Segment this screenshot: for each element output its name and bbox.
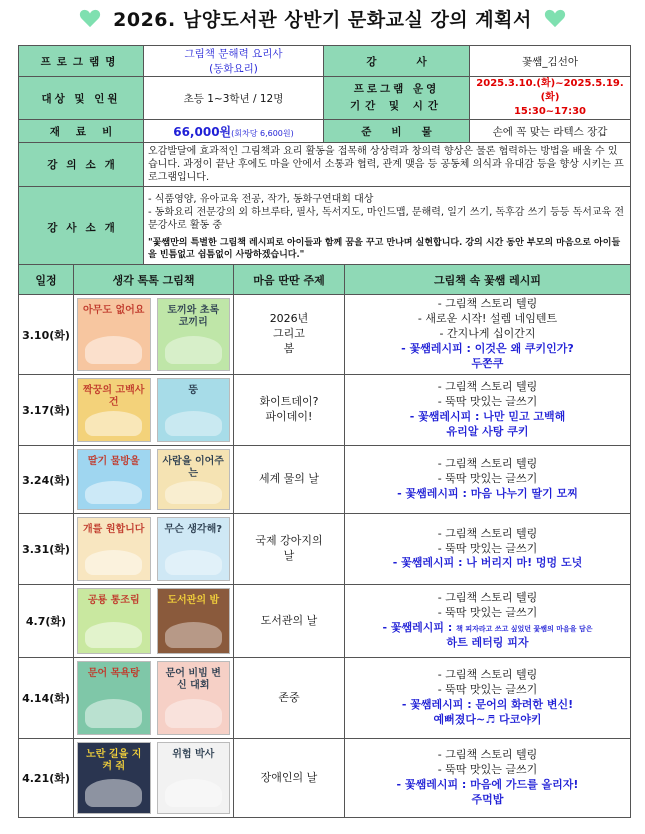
intro-text: 오감발달에 효과적인 그림책과 요리 활동을 접목해 상상력과 창의력 향상은 물론 협력하는 방법을 배울 수 있습니다. 과정이 끝난 후에도 마을 안에서 소통과 협력, 관계 맺음 등 공동체 의식과 유대감 등을 향상 시키는 프로그램입니다. — [144, 143, 631, 187]
table-row — [19, 585, 631, 658]
info-table — [18, 45, 631, 269]
target-label: 대상 및 인원 — [19, 77, 144, 120]
schedule-theme: 화이트데이? 파이데이! — [234, 375, 345, 446]
lecturer-value: 꽃쌤_김선아 — [470, 46, 631, 77]
schedule-recipe: - 그림책 스토리 텔링 - 뚝딱 맛있는 글쓰기 - 꽃쌤레시피 : 마음에 가드를 올리자! 주먹밥 — [345, 739, 631, 818]
schedule-date: 3.24(화) — [19, 446, 74, 514]
book-cover: 공룡 통조림 — [77, 588, 151, 654]
book-covers — [74, 658, 234, 739]
period-label: 프로그램 운영 기간 및 시간 — [324, 77, 470, 120]
table-row — [19, 514, 631, 585]
book-cover: 뚱 — [157, 378, 231, 442]
schedule-date: 4.14(화) — [19, 658, 74, 739]
intro-label: 강의소개 — [19, 143, 144, 187]
table-row — [19, 446, 631, 514]
heart-icon — [79, 8, 101, 28]
target-value: 초등 1~3학년 / 12명 — [144, 77, 324, 120]
schedule-header-theme: 마음 딴딴 주제 — [234, 265, 345, 295]
schedule-theme: 장애인의 날 — [234, 739, 345, 818]
schedule-recipe: - 그림책 스토리 텔링 - 뚝딱 맛있는 글쓰기 - 꽃쌤레시피 : 나만 믿고 고백해 유리알 사탕 쿠키 — [345, 375, 631, 446]
schedule-theme: 존중 — [234, 658, 345, 739]
book-cover: 짝꿍의 고백사건 — [77, 378, 151, 442]
schedule-date: 3.17(화) — [19, 375, 74, 446]
schedule-theme: 2026년 그리고 봄 — [234, 295, 345, 375]
book-covers — [74, 295, 234, 375]
schedule-recipe: - 그림책 스토리 텔링 - 뚝딱 맛있는 글쓰기 - 꽃쌤레시피 : 나 버리지 마! 멍멍 도넛 — [345, 514, 631, 585]
material-value: 66,000원(회차당 6,600원) — [144, 120, 324, 143]
schedule-recipe: - 그림책 스토리 텔링 - 뚝딱 맛있는 글쓰기 - 꽃쌤레시피 : 문어의 화려한 변신! 예뻐졌다~♬ 다코야키 — [345, 658, 631, 739]
book-cover: 사람을 이어주는 — [157, 449, 231, 510]
book-covers — [74, 375, 234, 446]
book-cover: 노란 길을 지켜 줘 — [77, 742, 151, 814]
book-cover: 도서관의 밤 — [157, 588, 231, 654]
schedule-theme: 도서관의 날 — [234, 585, 345, 658]
table-row — [19, 295, 631, 375]
book-cover: 위험 박사 — [157, 742, 231, 814]
material-label: 재료비 — [19, 120, 144, 143]
schedule-date: 4.21(화) — [19, 739, 74, 818]
page-title: 2026. 남양도서관 상반기 문화교실 강의 계획서 — [113, 8, 532, 31]
table-row — [19, 375, 631, 446]
book-covers — [74, 514, 234, 585]
schedule-table — [18, 264, 631, 818]
book-cover: 딸기 물방울 — [77, 449, 151, 510]
schedule-recipe: - 그림책 스토리 텔링 - 새로운 시작! 설렘 네임텐트 - 간지나게 십이간지 - 꽃쌤레시피 : 이것은 왜 쿠키인가? 두쫀쿠 — [345, 295, 631, 375]
lecturer-label: 강사 — [324, 46, 470, 77]
teacher-label: 강사소개 — [19, 187, 144, 269]
book-covers — [74, 446, 234, 514]
book-cover: 개를 원합니다 — [77, 517, 151, 581]
book-covers — [74, 739, 234, 818]
period-value: 2025.3.10.(화)~2025.5.19.(화) 15:30~17:30 — [470, 77, 631, 120]
prep-value: 손에 꼭 맞는 라텍스 장갑 — [470, 120, 631, 143]
title-row — [0, 0, 645, 36]
schedule-date: 3.31(화) — [19, 514, 74, 585]
book-cover: 문어 목욕탕 — [77, 661, 151, 735]
schedule-theme: 세계 물의 날 — [234, 446, 345, 514]
schedule-recipe: - 그림책 스토리 텔링 - 뚝딱 맛있는 글쓰기 - 꽃쌤레시피 : 책 피자라고 쓰고 싶었던 꽃쌤의 마음을 담은 하트 레터링 피자 — [345, 585, 631, 658]
schedule-date: 3.10(화) — [19, 295, 74, 375]
program-label: 프로그램명 — [19, 46, 144, 77]
book-cover: 문어 비빔 변신 대회 — [157, 661, 231, 735]
schedule-header-recipe: 그림책 속 꽃쌤 레시피 — [345, 265, 631, 295]
book-covers — [74, 585, 234, 658]
schedule-header-date: 일정 — [19, 265, 74, 295]
heart-icon — [544, 8, 566, 28]
book-cover: 아무도 없어요 — [77, 298, 151, 371]
schedule-header-books: 생각 톡톡 그림책 — [74, 265, 234, 295]
table-row — [19, 739, 631, 818]
book-cover: 토끼와 초록 코끼리 — [157, 298, 231, 371]
schedule-date: 4.7(화) — [19, 585, 74, 658]
prep-label: 준비물 — [324, 120, 470, 143]
book-cover: 무슨 생각해? — [157, 517, 231, 581]
schedule-theme: 국제 강아지의 날 — [234, 514, 345, 585]
program-name: 그림책 문해력 요리사 (동화요리) — [144, 46, 324, 77]
teacher-text: - 식품영양, 유아교육 전공, 작가, 동화구연대회 대상 - 동화요리 전문강의 외 하브루타, 필사, 독서지도, 마인드맵, 문해력, 일기 쓰기, 독후감 쓰기 등등 독서교육 전문강사로 활동 중 "꽃쌤만의 특별한 그림책 레시피로 아이들과 함께 꿈을 꾸고 만나며 실현합니다. 강의 시간 동안 부모의 마음으로 아이들을 빈틈없고 쉼틈없이 사랑하겠습니다." — [144, 187, 631, 269]
table-row — [19, 658, 631, 739]
schedule-recipe: - 그림책 스토리 텔링 - 뚝딱 맛있는 글쓰기 - 꽃쌤레시피 : 마음 나누기 딸기 모찌 — [345, 446, 631, 514]
